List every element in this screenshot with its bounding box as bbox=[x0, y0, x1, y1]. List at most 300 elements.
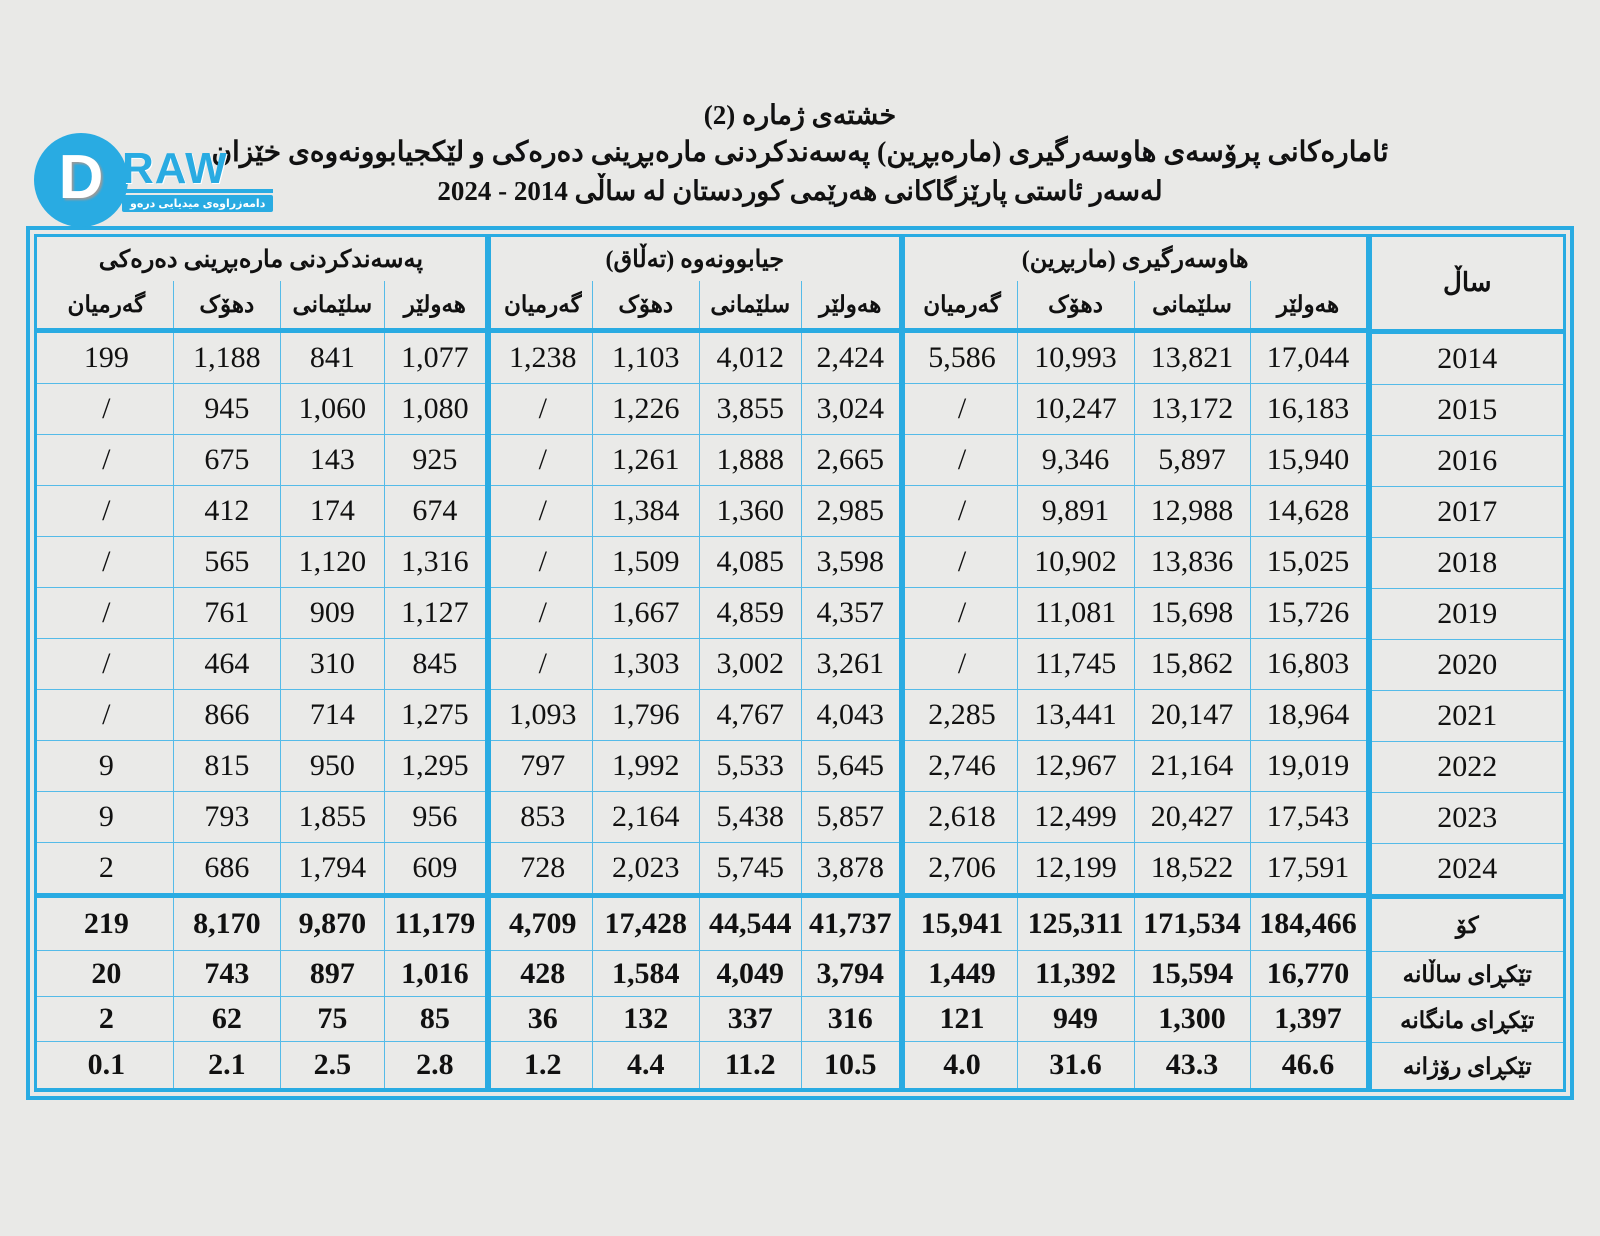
cell: 19,019 bbox=[1266, 749, 1350, 782]
cell: 184,466 bbox=[1259, 907, 1357, 940]
cell: / bbox=[40, 435, 174, 485]
cell: 75 bbox=[281, 997, 385, 1041]
cell: 17,428 bbox=[593, 898, 700, 950]
cell: 686 bbox=[174, 843, 281, 893]
table-row bbox=[37, 383, 485, 434]
cell: 310 bbox=[281, 639, 385, 689]
cell: 10,902 bbox=[1018, 537, 1135, 587]
column-header-row bbox=[905, 281, 1366, 328]
cell: 16,183 bbox=[1266, 392, 1350, 425]
cell: 2,618 bbox=[908, 792, 1018, 842]
cell: 16,770 bbox=[1266, 956, 1350, 990]
summary-row bbox=[491, 898, 899, 950]
cell: 2,665 bbox=[816, 443, 884, 476]
cell: 675 bbox=[174, 435, 281, 485]
summary-row bbox=[905, 996, 1366, 1041]
cell: 4.0 bbox=[908, 1042, 1018, 1088]
cell: / bbox=[908, 435, 1018, 485]
cell: / bbox=[40, 690, 174, 740]
cell: 3,794 bbox=[816, 956, 884, 990]
cell: 3,002 bbox=[700, 639, 802, 689]
cell: 2,164 bbox=[593, 792, 700, 842]
cell: 5,586 bbox=[908, 333, 1018, 383]
group-section-approval bbox=[37, 237, 485, 1089]
cell: 2021 bbox=[1437, 699, 1498, 732]
cell: 1,077 bbox=[401, 341, 469, 374]
cell: 10.5 bbox=[823, 1048, 877, 1081]
year-row bbox=[1372, 334, 1563, 384]
summary-row bbox=[37, 996, 485, 1041]
year-data-box bbox=[1372, 334, 1563, 894]
cell: 5,897 bbox=[1135, 435, 1251, 485]
cell: 2017 bbox=[1437, 495, 1498, 528]
table-row bbox=[905, 689, 1366, 740]
cell: 46.6 bbox=[1281, 1048, 1335, 1081]
cell: 10,993 bbox=[1018, 333, 1135, 383]
cell: 2,285 bbox=[908, 690, 1018, 740]
cell: 13,172 bbox=[1135, 384, 1251, 434]
cell: / bbox=[494, 537, 593, 587]
cell: 14,628 bbox=[1266, 494, 1350, 527]
cell: 1,888 bbox=[700, 435, 802, 485]
cell: 199 bbox=[40, 333, 174, 383]
cell: 21,164 bbox=[1135, 741, 1251, 791]
cell: 1,127 bbox=[401, 596, 469, 629]
cell: 11,179 bbox=[394, 907, 476, 940]
table-row bbox=[491, 791, 899, 842]
year-header-label: ساڵ bbox=[1442, 268, 1492, 297]
cell: 36 bbox=[494, 997, 593, 1041]
cell: 9 bbox=[40, 741, 174, 791]
cell: / bbox=[494, 384, 593, 434]
cell: / bbox=[40, 537, 174, 587]
cell: کۆ bbox=[1455, 912, 1479, 938]
cell: 841 bbox=[281, 333, 385, 383]
cell: 12,499 bbox=[1018, 792, 1135, 842]
cell: 15,025 bbox=[1266, 545, 1350, 578]
year-row bbox=[1372, 588, 1563, 639]
cell: 1,584 bbox=[593, 951, 700, 996]
group-data-box-divorce bbox=[491, 333, 899, 893]
cell: 13,836 bbox=[1135, 537, 1251, 587]
cell: 3,855 bbox=[700, 384, 802, 434]
cell: 3,024 bbox=[816, 392, 884, 425]
column-header-row bbox=[491, 281, 899, 328]
cell: 714 bbox=[281, 690, 385, 740]
cell: 5,745 bbox=[700, 843, 802, 893]
logo-wordmark: RAW bbox=[122, 149, 273, 193]
table-row bbox=[37, 333, 485, 383]
cell: 866 bbox=[174, 690, 281, 740]
cell: 761 bbox=[174, 588, 281, 638]
column-header-row bbox=[37, 281, 485, 328]
group-section-marriage bbox=[905, 237, 1366, 1089]
summary-label-row bbox=[1372, 899, 1563, 951]
table-row bbox=[491, 842, 899, 893]
cell: 13,441 bbox=[1018, 690, 1135, 740]
cell: 1,667 bbox=[593, 588, 700, 638]
cell: 1,188 bbox=[174, 333, 281, 383]
cell: تێکڕای ساڵانە bbox=[1402, 962, 1532, 987]
cell: سلێمانی bbox=[700, 281, 802, 328]
year-row bbox=[1372, 435, 1563, 486]
table-row bbox=[491, 587, 899, 638]
summary-label-row bbox=[1372, 951, 1563, 997]
cell: 20,427 bbox=[1135, 792, 1251, 842]
cell: 4,709 bbox=[494, 898, 593, 950]
cell: 845 bbox=[412, 647, 458, 680]
cell: 337 bbox=[700, 997, 802, 1041]
cell: 2014 bbox=[1437, 342, 1498, 375]
year-row bbox=[1372, 639, 1563, 690]
cell: 18,522 bbox=[1135, 843, 1251, 893]
cell: 2015 bbox=[1437, 393, 1498, 426]
cell: 945 bbox=[174, 384, 281, 434]
cell: 2.1 bbox=[174, 1042, 281, 1088]
cell: 5,645 bbox=[816, 749, 884, 782]
cell: 31.6 bbox=[1018, 1042, 1135, 1088]
summary-row bbox=[491, 996, 899, 1041]
cell: 15,862 bbox=[1135, 639, 1251, 689]
cell: 1,275 bbox=[401, 698, 469, 731]
cell: 18,964 bbox=[1266, 698, 1350, 731]
group-title-divorce: جیابوونەوە (تەڵاق) bbox=[605, 246, 785, 273]
cell: 15,726 bbox=[1266, 596, 1350, 629]
cell: 17,591 bbox=[1266, 851, 1350, 884]
cell: 815 bbox=[174, 741, 281, 791]
cell: 2.8 bbox=[416, 1048, 454, 1081]
cell: 9 bbox=[40, 792, 174, 842]
cell: 9,870 bbox=[281, 898, 385, 950]
group-section-divorce bbox=[491, 237, 899, 1089]
cell: 2 bbox=[40, 997, 174, 1041]
cell: 3,878 bbox=[816, 851, 884, 884]
table-row bbox=[491, 485, 899, 536]
table-row bbox=[491, 383, 899, 434]
cell: 1,397 bbox=[1274, 1002, 1342, 1035]
table-row bbox=[905, 485, 1366, 536]
cell: 1,796 bbox=[593, 690, 700, 740]
cell: 5,533 bbox=[700, 741, 802, 791]
stats-table bbox=[26, 226, 1574, 1100]
stats-table-body bbox=[34, 234, 1566, 1092]
group-summary-box-approval bbox=[37, 898, 485, 1088]
year-row bbox=[1372, 486, 1563, 537]
summary-row bbox=[491, 950, 899, 996]
cell: 1,238 bbox=[494, 333, 593, 383]
cell: 4.4 bbox=[593, 1042, 700, 1088]
cell: 85 bbox=[419, 1002, 450, 1035]
cell: 1,384 bbox=[593, 486, 700, 536]
table-row bbox=[37, 638, 485, 689]
cell: دهۆک bbox=[1018, 281, 1135, 328]
cell: / bbox=[908, 639, 1018, 689]
table-row bbox=[491, 638, 899, 689]
cell: 9,346 bbox=[1018, 435, 1135, 485]
cell: هەولێر bbox=[819, 292, 882, 317]
table-row bbox=[491, 536, 899, 587]
year-row bbox=[1372, 690, 1563, 741]
cell: 15,698 bbox=[1135, 588, 1251, 638]
cell: 1,060 bbox=[281, 384, 385, 434]
table-row bbox=[905, 740, 1366, 791]
cell: 11,081 bbox=[1018, 588, 1135, 638]
summary-row bbox=[37, 1041, 485, 1088]
group-header-box-approval bbox=[37, 237, 485, 328]
table-row bbox=[37, 791, 485, 842]
cell: 20,147 bbox=[1135, 690, 1251, 740]
cell: 897 bbox=[281, 951, 385, 996]
cell: 132 bbox=[593, 997, 700, 1041]
title-line-3: لەسەر ئاستی پارێزگاکانی هەرێمی کوردستان لە ساڵی 2014 - 2024 bbox=[437, 176, 1163, 206]
table-row bbox=[37, 536, 485, 587]
cell: 11,745 bbox=[1018, 639, 1135, 689]
cell: / bbox=[40, 384, 174, 434]
cell: 2024 bbox=[1437, 852, 1498, 885]
year-row bbox=[1372, 384, 1563, 435]
cell: 1,093 bbox=[494, 690, 593, 740]
cell: / bbox=[494, 435, 593, 485]
table-row bbox=[37, 587, 485, 638]
cell: 4,357 bbox=[816, 596, 884, 629]
draw-logo bbox=[34, 130, 264, 230]
table-row bbox=[905, 587, 1366, 638]
cell: 797 bbox=[494, 741, 593, 791]
table-row bbox=[905, 434, 1366, 485]
cell: 1,080 bbox=[401, 392, 469, 425]
group-title-marriage: هاوسەرگیری (ماربڕین) bbox=[1021, 246, 1249, 273]
cell: / bbox=[494, 588, 593, 638]
cell: 2020 bbox=[1437, 648, 1498, 681]
cell: 171,534 bbox=[1135, 898, 1251, 950]
cell: گەرمیان bbox=[908, 281, 1018, 328]
table-row bbox=[37, 434, 485, 485]
cell: 4,085 bbox=[700, 537, 802, 587]
cell: 44,544 bbox=[700, 898, 802, 950]
cell: / bbox=[40, 486, 174, 536]
year-row bbox=[1372, 537, 1563, 588]
cell: 62 bbox=[174, 997, 281, 1041]
cell: 1,360 bbox=[700, 486, 802, 536]
cell: 609 bbox=[412, 851, 458, 884]
cell: 5,857 bbox=[816, 800, 884, 833]
group-title-approval: پەسەندکردنی مارەبڕینی دەرەکی bbox=[98, 246, 424, 273]
cell: 12,967 bbox=[1018, 741, 1135, 791]
cell: 219 bbox=[40, 898, 174, 950]
year-row bbox=[1372, 741, 1563, 792]
cell: سلێمانی bbox=[1135, 281, 1251, 328]
cell: 1,261 bbox=[593, 435, 700, 485]
cell: 316 bbox=[827, 1002, 873, 1035]
cell: 565 bbox=[174, 537, 281, 587]
cell: 428 bbox=[494, 951, 593, 996]
table-row bbox=[37, 689, 485, 740]
cell: / bbox=[494, 639, 593, 689]
cell: 2,424 bbox=[816, 341, 884, 374]
group-data-box-approval bbox=[37, 333, 485, 893]
year-section bbox=[1372, 237, 1563, 1089]
cell: 2023 bbox=[1437, 801, 1498, 834]
cell: 8,170 bbox=[174, 898, 281, 950]
cell: 11,392 bbox=[1018, 951, 1135, 996]
cell: 464 bbox=[174, 639, 281, 689]
year-summary-box bbox=[1372, 899, 1563, 1089]
cell: / bbox=[494, 486, 593, 536]
cell: 1,992 bbox=[593, 741, 700, 791]
cell: 10,247 bbox=[1018, 384, 1135, 434]
table-row bbox=[905, 536, 1366, 587]
cell: 11.2 bbox=[700, 1042, 802, 1088]
cell: 12,199 bbox=[1018, 843, 1135, 893]
cell: 853 bbox=[494, 792, 593, 842]
cell: 909 bbox=[281, 588, 385, 638]
logo-circle bbox=[34, 133, 128, 227]
cell: هەولێر bbox=[1276, 292, 1340, 317]
cell: 4,859 bbox=[700, 588, 802, 638]
cell: 4,012 bbox=[700, 333, 802, 383]
cell: 41,737 bbox=[808, 907, 892, 940]
cell: 2.5 bbox=[281, 1042, 385, 1088]
summary-row bbox=[905, 950, 1366, 996]
table-row bbox=[905, 842, 1366, 893]
cell: 1,226 bbox=[593, 384, 700, 434]
cell: / bbox=[40, 639, 174, 689]
cell: 2016 bbox=[1437, 444, 1498, 477]
summary-row bbox=[491, 1041, 899, 1088]
cell: / bbox=[908, 384, 1018, 434]
cell: تێکڕای رۆژانە bbox=[1402, 1053, 1532, 1079]
cell: 15,594 bbox=[1135, 951, 1251, 996]
group-header-box-marriage bbox=[905, 237, 1366, 328]
cell: 15,941 bbox=[908, 898, 1018, 950]
cell: 2 bbox=[40, 843, 174, 893]
cell: 5,438 bbox=[700, 792, 802, 842]
cell: 743 bbox=[174, 951, 281, 996]
cell: / bbox=[908, 588, 1018, 638]
cell: دهۆک bbox=[593, 281, 700, 328]
cell: 2018 bbox=[1437, 546, 1498, 579]
year-row bbox=[1372, 843, 1563, 894]
cell: 950 bbox=[281, 741, 385, 791]
cell: 1.2 bbox=[494, 1042, 593, 1088]
table-row bbox=[491, 689, 899, 740]
cell: 2,023 bbox=[593, 843, 700, 893]
table-row bbox=[37, 485, 485, 536]
cell: 1,303 bbox=[593, 639, 700, 689]
table-row bbox=[37, 842, 485, 893]
table-row bbox=[905, 333, 1366, 383]
cell: 1,300 bbox=[1135, 997, 1251, 1041]
summary-row bbox=[905, 1041, 1366, 1088]
table-row bbox=[905, 791, 1366, 842]
cell: 728 bbox=[494, 843, 593, 893]
group-data-box-marriage bbox=[905, 333, 1366, 893]
cell: / bbox=[40, 588, 174, 638]
cell: 956 bbox=[412, 800, 458, 833]
year-header-box bbox=[1372, 237, 1563, 329]
cell: 1,794 bbox=[281, 843, 385, 893]
cell: 15,940 bbox=[1266, 443, 1350, 476]
cell: 925 bbox=[412, 443, 458, 476]
cell: 1,509 bbox=[593, 537, 700, 587]
summary-row bbox=[37, 950, 485, 996]
cell: 4,043 bbox=[816, 698, 884, 731]
cell: 174 bbox=[281, 486, 385, 536]
cell: 949 bbox=[1018, 997, 1135, 1041]
cell: 1,855 bbox=[281, 792, 385, 842]
group-summary-box-marriage bbox=[905, 898, 1366, 1088]
cell: / bbox=[908, 486, 1018, 536]
cell: 9,891 bbox=[1018, 486, 1135, 536]
cell: 3,261 bbox=[816, 647, 884, 680]
cell: 1,016 bbox=[401, 956, 469, 990]
table-row bbox=[491, 740, 899, 791]
cell: 4,767 bbox=[700, 690, 802, 740]
cell: 16,803 bbox=[1266, 647, 1350, 680]
cell: / bbox=[908, 537, 1018, 587]
cell: 17,044 bbox=[1266, 341, 1350, 374]
group-header-box-divorce bbox=[491, 237, 899, 328]
logo-tagline: دامەزراوەی میدیایی درەو bbox=[122, 195, 273, 212]
summary-label-row bbox=[1372, 997, 1563, 1042]
logo-right bbox=[122, 143, 273, 212]
summary-row bbox=[905, 898, 1366, 950]
cell: 1,449 bbox=[908, 951, 1018, 996]
cell: 2,746 bbox=[908, 741, 1018, 791]
cell: 2019 bbox=[1437, 597, 1498, 630]
cell: تێکڕای مانگانە bbox=[1400, 1007, 1535, 1033]
cell: 17,543 bbox=[1266, 800, 1350, 833]
logo-letter-d: D bbox=[58, 143, 104, 212]
table-row bbox=[905, 383, 1366, 434]
summary-label-row bbox=[1372, 1042, 1563, 1089]
cell: 4,049 bbox=[700, 951, 802, 996]
cell: گەرمیان bbox=[494, 281, 593, 328]
cell: 1,120 bbox=[281, 537, 385, 587]
cell: 143 bbox=[281, 435, 385, 485]
title-line-2: ئامارەکانی پرۆسەی هاوسەرگیری (مارەبڕین) پەسەندکردنی مارەبڕینی دەرەکی و لێکجیابوونەوەی خێزان bbox=[211, 137, 1389, 168]
cell: دهۆک bbox=[174, 281, 281, 328]
cell: 412 bbox=[174, 486, 281, 536]
table-row bbox=[491, 333, 899, 383]
cell: 2,985 bbox=[816, 494, 884, 527]
cell: 12,988 bbox=[1135, 486, 1251, 536]
cell: 793 bbox=[174, 792, 281, 842]
cell: 43.3 bbox=[1135, 1042, 1251, 1088]
cell: 121 bbox=[908, 997, 1018, 1041]
cell: گەرمیان bbox=[40, 281, 174, 328]
cell: 13,821 bbox=[1135, 333, 1251, 383]
table-row bbox=[37, 740, 485, 791]
title-line-1: خشتەی ژماره (2) bbox=[703, 100, 897, 130]
group-summary-box-divorce bbox=[491, 898, 899, 1088]
cell: 1,295 bbox=[401, 749, 469, 782]
table-row bbox=[491, 434, 899, 485]
cell: 3,598 bbox=[816, 545, 884, 578]
summary-row bbox=[37, 898, 485, 950]
cell: 0.1 bbox=[40, 1042, 174, 1088]
cell: هەولێر bbox=[403, 292, 466, 317]
cell: سلێمانی bbox=[281, 281, 385, 328]
table-row bbox=[905, 638, 1366, 689]
cell: 2,706 bbox=[908, 843, 1018, 893]
cell: 674 bbox=[412, 494, 458, 527]
cell: 1,316 bbox=[401, 545, 469, 578]
cell: 1,103 bbox=[593, 333, 700, 383]
year-row bbox=[1372, 792, 1563, 843]
cell: 2022 bbox=[1437, 750, 1498, 783]
cell: 125,311 bbox=[1018, 898, 1135, 950]
